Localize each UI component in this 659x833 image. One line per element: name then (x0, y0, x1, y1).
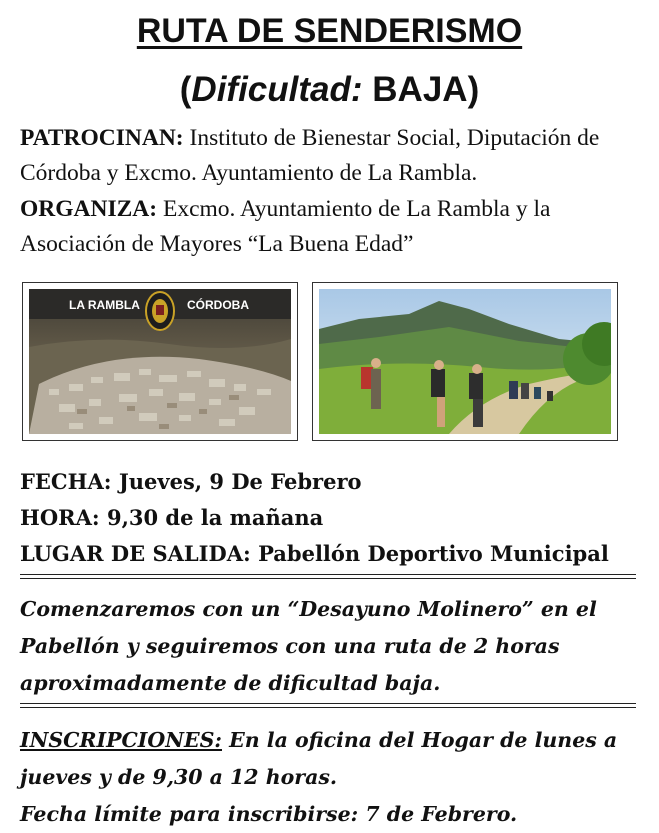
organizer-paragraph (20, 192, 650, 262)
date-label: FECHA: (20, 469, 112, 494)
divider-bottom-1 (20, 703, 636, 704)
description-paragraph (20, 591, 650, 702)
sponsors-label: PATROCINAN: (20, 125, 184, 151)
organizer-label: ORGANIZA: (20, 196, 158, 222)
town-aerial-photo (22, 282, 298, 441)
paren-open: ( (179, 70, 192, 109)
registration-paragraph (20, 722, 650, 833)
description-line-1: Comenzaremos con un “Desayuno Molinero” en el (20, 597, 597, 621)
town-left-caption: LA RAMBLA (69, 298, 140, 312)
difficulty-level: BAJA (372, 70, 468, 109)
description-line-3: aproximadamente de dificultad baja. (20, 671, 441, 695)
poster-title (0, 8, 659, 54)
paren-close: ) (467, 70, 480, 109)
organizer-text: Excmo. Ayuntamiento de La Rambla y la Asociación de Mayores “La Buena Edad” (20, 196, 551, 257)
divider-top-2 (20, 578, 636, 579)
date-value: Jueves, 9 De Febrero (118, 469, 362, 494)
town-aerial-image (29, 289, 291, 434)
difficulty-subtitle (0, 66, 659, 114)
town-coat-of-arms-icon (146, 292, 174, 330)
registration-line-2: jueves y de 9,30 a 12 horas. (20, 765, 338, 789)
time-line (20, 500, 323, 536)
sponsors-paragraph (20, 121, 650, 191)
time-label: HORA: (20, 505, 100, 530)
time-value: 9,30 de la mañana (106, 505, 324, 530)
registration-line-1-text: En la oficina del Hogar de lunes a (229, 728, 618, 752)
town-right-caption: CÓRDOBA (187, 298, 249, 312)
registration-label: INSCRIPCIONES: (20, 728, 222, 752)
place-label: LUGAR DE SALIDA: (20, 541, 251, 566)
place-value: Pabellón Deportivo Municipal (258, 541, 609, 566)
title-text: RUTA DE SENDERISMO (136, 12, 523, 50)
place-line (20, 536, 609, 572)
sponsors-text: Instituto de Bienestar Social, Diputación de Córdoba y Excmo. Ayuntamiento de La Rambla. (20, 125, 600, 186)
difficulty-label: Dificultad: (191, 70, 363, 109)
registration-line-1 (20, 722, 650, 759)
registration-deadline: Fecha límite para inscribirse: 7 de Febrero. (20, 802, 518, 826)
description-line-2: Pabellón y seguiremos con una ruta de 2 horas (20, 634, 560, 658)
hikers-image (319, 289, 611, 434)
date-line (20, 464, 362, 500)
hikers-photo (312, 282, 618, 441)
divider-top-1 (20, 574, 636, 575)
divider-bottom-2 (20, 707, 636, 708)
